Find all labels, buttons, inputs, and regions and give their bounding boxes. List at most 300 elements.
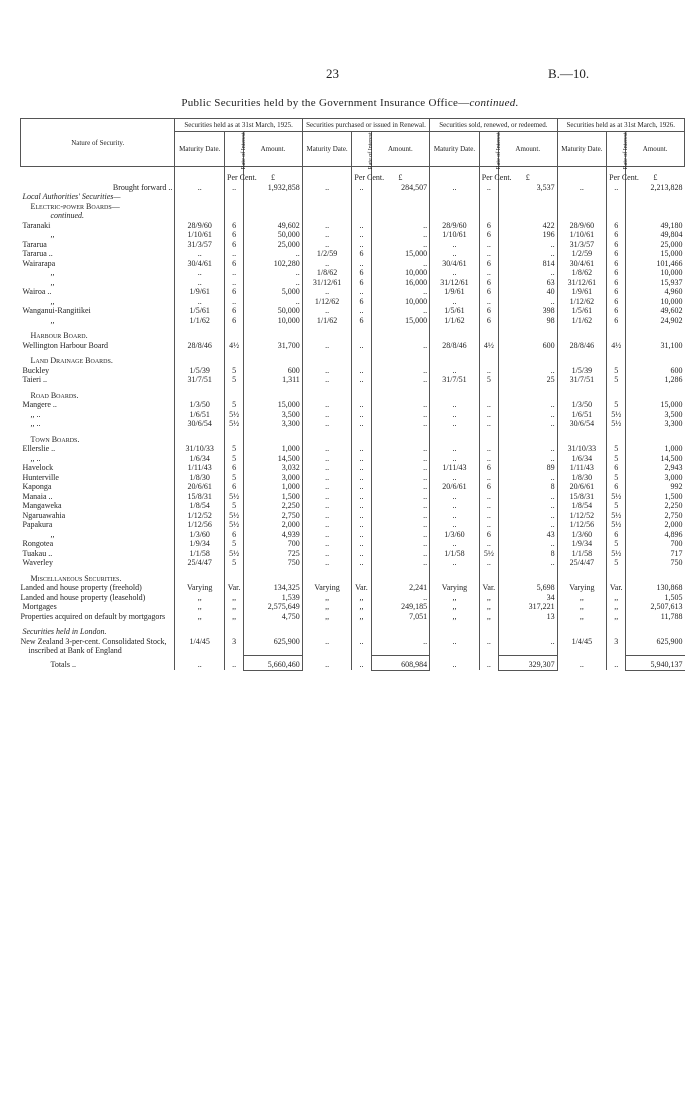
rate-cell: 5½ [607,511,626,521]
amount-cell: 24,902 [626,316,685,326]
rate-cell: .. [352,259,371,269]
header-nature: Nature of Security. [21,119,175,167]
maturity-date-cell: .. [430,637,480,656]
amount-cell: 2,750 [626,511,685,521]
security-name: Tararua [22,239,47,249]
rate-cell: 6 [479,530,498,540]
rate-cell: .. [352,530,371,540]
amount-cell: .. [371,341,430,351]
amount-cell: 14,500 [244,454,303,464]
unit-amount: £ [371,167,430,183]
table-row [21,316,685,326]
maturity-date-cell: .. [302,454,352,464]
rate-cell: .. [479,454,498,464]
empty-cell [352,202,371,212]
maturity-date-cell: .. [430,656,480,671]
amount-cell: .. [371,539,430,549]
rate-cell: 5 [225,473,244,483]
rate-cell: 5 [225,366,244,376]
amount-cell: .. [371,501,430,511]
unit-rate: Per Cent. [607,167,626,183]
table-row [21,297,685,307]
maturity-date-cell: 1/9/61 [430,287,480,297]
rate-cell: 5 [607,400,626,410]
table-row [21,410,685,420]
table-row [21,454,685,464]
empty-cell [225,202,244,212]
maturity-date-cell: .. [430,240,480,250]
amount-cell: .. [498,637,557,656]
empty-cell [557,350,607,366]
empty-cell [557,621,607,637]
table-row [21,637,685,656]
empty-cell [626,202,685,212]
maturity-date-cell: 1/5/39 [175,366,225,376]
amount-cell: 1,539 [244,593,303,603]
table-row [21,429,685,445]
table-row [21,656,685,671]
subheader-rate: Rate of Interest. [479,132,498,167]
rate-cell: 6 [607,249,626,259]
rate-cell: 5 [225,400,244,410]
maturity-date-cell: 28/8/46 [175,341,225,351]
amount-cell: 329,307 [498,656,557,671]
maturity-date-cell: .. [302,473,352,483]
unit-amount: £ [244,167,303,183]
security-name: Totals .. [50,659,76,669]
maturity-date-cell: .. [557,183,607,193]
amount-cell: .. [498,268,557,278]
amount-cell: 7,051 [371,612,430,622]
table-row [21,249,685,259]
maturity-date-cell: .. [430,366,480,376]
maturity-date-cell: .. [302,306,352,316]
security-name: Brought forward .. [112,182,173,192]
maturity-date-cell: 1/11/43 [557,463,607,473]
maturity-date-cell: 28/8/46 [557,341,607,351]
empty-cell [557,192,607,202]
maturity-date-cell: 28/9/60 [175,221,225,231]
amount-cell: 15,000 [626,400,685,410]
amount-cell: 50,000 [244,306,303,316]
table-row [21,621,685,637]
amount-cell: .. [498,539,557,549]
rate-cell: 5 [225,454,244,464]
security-name: Taieri .. [22,375,48,384]
rate-cell: .. [225,249,244,259]
maturity-date-cell: ,, [175,602,225,612]
maturity-date-cell: 31/7/51 [430,375,480,385]
empty-cell [371,568,430,584]
security-name: Kaponga [22,482,52,491]
amount-cell: 25 [498,375,557,385]
maturity-date-cell: Varying [557,583,607,593]
amount-cell: 196 [498,230,557,240]
empty-cell [626,325,685,341]
empty-cell [479,211,498,221]
empty-cell [302,325,352,341]
maturity-date-cell: 20/6/61 [557,482,607,492]
amount-cell: .. [498,520,557,530]
empty-cell [607,202,626,212]
rate-cell: 5½ [225,511,244,521]
amount-cell: 600 [626,366,685,376]
rate-cell: 5½ [607,520,626,530]
amount-cell: 992 [626,482,685,492]
page-title [0,97,700,109]
maturity-date-cell: 1/1/62 [557,316,607,326]
rate-cell: .. [479,268,498,278]
table-row [21,211,685,221]
rate-cell: 5½ [607,410,626,420]
rate-cell: 3 [607,637,626,656]
empty-cell [371,192,430,202]
rate-cell: 6 [225,316,244,326]
unit-date [430,167,480,183]
rate-cell: Var. [225,583,244,593]
maturity-date-cell: 1/5/61 [557,306,607,316]
rate-cell: .. [479,656,498,671]
maturity-date-cell: 1/8/30 [175,473,225,483]
rate-cell: .. [352,656,371,671]
security-name: Manaia .. [22,491,53,501]
rate-cell: 5 [225,539,244,549]
amount-cell: 4,960 [626,287,685,297]
rate-cell: 6 [479,230,498,240]
maturity-date-cell: 1/1/58 [175,549,225,559]
page-number: 23 [326,66,339,81]
maturity-date-cell: .. [175,297,225,307]
rate-cell: 6 [352,249,371,259]
maturity-date-cell: 1/1/62 [302,316,352,326]
maturity-date-cell: .. [557,656,607,671]
empty-cell [430,385,480,401]
rate-cell: ,, [607,602,626,612]
empty-cell [371,211,430,221]
amount-cell: 31,100 [626,341,685,351]
rate-cell: 6 [607,221,626,231]
unit-rate: Per Cent. [352,167,371,183]
security-name: Ellerslie .. [22,444,56,453]
rate-cell: 6 [479,482,498,492]
rate-cell: .. [225,268,244,278]
rate-cell: .. [352,549,371,559]
maturity-date-cell: 1/9/34 [557,539,607,549]
rate-cell: 6 [607,259,626,269]
maturity-date-cell: .. [430,419,480,429]
amount-cell: 600 [498,341,557,351]
rate-cell: .. [352,463,371,473]
maturity-date-cell: .. [302,240,352,250]
rate-cell: 5½ [479,549,498,559]
maturity-date-cell: .. [302,511,352,521]
maturity-date-cell: 1/10/61 [175,230,225,240]
rate-cell: 6 [479,287,498,297]
rate-cell: 6 [607,230,626,240]
maturity-date-cell: ,, [557,602,607,612]
maturity-date-cell: .. [175,268,225,278]
amount-cell: 15,000 [371,249,430,259]
amount-cell: .. [498,410,557,420]
amount-cell: .. [371,492,430,502]
amount-cell: .. [371,549,430,559]
security-name: Road Boards. [30,390,79,400]
empty-cell [352,429,371,445]
empty-cell [479,385,498,401]
maturity-date-cell: .. [302,366,352,376]
maturity-date-cell: 31/10/33 [175,444,225,454]
maturity-date-cell: .. [430,454,480,464]
empty-cell [479,350,498,366]
maturity-date-cell: .. [302,183,352,193]
amount-cell: .. [244,278,303,288]
rate-cell: 6 [607,463,626,473]
amount-cell: 3,500 [626,410,685,420]
maturity-date-cell: 1/4/45 [557,637,607,656]
maturity-date-cell: .. [302,463,352,473]
maturity-date-cell: 1/2/59 [302,249,352,259]
maturity-date-cell: .. [430,400,480,410]
empty-cell [244,325,303,341]
amount-cell: 15,000 [244,400,303,410]
amount-cell: 5,698 [498,583,557,593]
empty-cell [225,429,244,445]
rate-cell: .. [479,410,498,420]
maturity-date-cell: .. [430,183,480,193]
rate-cell: .. [352,183,371,193]
maturity-date-cell: ,, [302,593,352,603]
empty-cell [607,192,626,202]
maturity-date-cell: 30/6/54 [557,419,607,429]
rate-cell: .. [352,410,371,420]
maturity-date-cell: 30/4/61 [557,259,607,269]
empty-cell [479,325,498,341]
maturity-date-cell: .. [430,249,480,259]
maturity-date-cell: ,, [175,612,225,622]
table-row [21,583,685,593]
rate-cell: 5 [225,501,244,511]
amount-cell: .. [498,511,557,521]
rate-cell: 5 [607,501,626,511]
rate-cell: 6 [479,278,498,288]
maturity-date-cell: 30/6/54 [175,419,225,429]
maturity-date-cell: 31/3/57 [557,240,607,250]
amount-cell: 700 [626,539,685,549]
maturity-date-cell: 1/2/59 [557,249,607,259]
maturity-date-cell: 1/12/62 [302,297,352,307]
rate-cell: 5½ [225,419,244,429]
maturity-date-cell: 1/3/50 [557,400,607,410]
security-name: ,, [50,529,55,539]
table-row [21,558,685,568]
rate-cell: 5 [225,444,244,454]
maturity-date-cell: 1/6/34 [175,454,225,464]
table-row [21,325,685,341]
amount-cell: 625,900 [244,637,303,656]
rate-cell: 6 [225,287,244,297]
maturity-date-cell: 1/3/60 [175,530,225,540]
maturity-date-cell: 1/10/61 [430,230,480,240]
amount-cell: .. [498,558,557,568]
amount-cell: 16,000 [371,278,430,288]
table-row [21,419,685,429]
amount-cell: 750 [626,558,685,568]
amount-cell: 5,940,137 [626,656,685,671]
unit-amount: £ [626,167,685,183]
amount-cell: 34 [498,593,557,603]
maturity-date-cell: 31/3/57 [175,240,225,250]
rate-cell: .. [352,492,371,502]
maturity-date-cell: ,, [175,593,225,603]
amount-cell: 10,000 [371,297,430,307]
maturity-date-cell: 1/3/60 [557,530,607,540]
empty-cell [352,350,371,366]
amount-cell: .. [371,558,430,568]
rate-cell: 6 [225,463,244,473]
rate-cell: ,, [352,612,371,622]
security-name: Wairoa .. [22,287,52,296]
maturity-date-cell: 31/7/51 [175,375,225,385]
security-name: Havelock [22,463,54,472]
maturity-date-cell: 1/5/39 [557,366,607,376]
amount-cell: .. [371,482,430,492]
rate-cell: ,, [225,602,244,612]
rate-cell: .. [352,419,371,429]
maturity-date-cell: .. [302,259,352,269]
rate-cell: 6 [479,306,498,316]
rate-cell: .. [479,419,498,429]
subheader-maturity-date: Maturity Date. [430,132,480,167]
maturity-date-cell: .. [430,297,480,307]
maturity-date-cell: 1/11/43 [430,463,480,473]
rate-cell: 6 [607,278,626,288]
amount-cell: 50,000 [244,230,303,240]
maturity-date-cell: 1/12/52 [175,511,225,521]
table-row [21,240,685,250]
maturity-date-cell: .. [302,637,352,656]
table-row [21,400,685,410]
empty-cell [175,568,225,584]
empty-cell [557,568,607,584]
amount-cell: 63 [498,278,557,288]
empty-cell [244,385,303,401]
security-name: Waverley [22,558,53,567]
rate-cell: 6 [479,221,498,231]
maturity-date-cell: .. [430,473,480,483]
rate-cell: .. [352,366,371,376]
rate-cell: .. [479,249,498,259]
amount-cell: .. [498,419,557,429]
rate-cell: ,, [479,593,498,603]
maturity-date-cell: 1/8/54 [175,501,225,511]
amount-cell: 2,213,828 [626,183,685,193]
amount-cell: 130,868 [626,583,685,593]
table-row [21,192,685,202]
maturity-date-cell: .. [302,287,352,297]
rate-cell: .. [352,539,371,549]
maturity-date-cell: .. [302,549,352,559]
empty-cell [225,325,244,341]
rate-cell: 6 [607,530,626,540]
rate-cell: .. [352,520,371,530]
empty-cell [175,350,225,366]
amount-cell: 1,286 [626,375,685,385]
subheader-rate: Rate of Interest. [225,132,244,167]
rate-cell: .. [479,240,498,250]
maturity-date-cell: .. [430,492,480,502]
amount-cell: .. [371,419,430,429]
amount-cell: 1,311 [244,375,303,385]
empty-cell [244,350,303,366]
maturity-date-cell: .. [175,249,225,259]
maturity-date-cell: Varying [302,583,352,593]
maturity-date-cell: 1/12/62 [557,297,607,307]
table-row [21,520,685,530]
maturity-date-cell: .. [430,539,480,549]
security-name: Securities held in London. [22,627,107,636]
rate-cell: .. [479,520,498,530]
security-name: ,, [50,296,55,306]
rate-cell: ,, [352,602,371,612]
amount-cell: 4,939 [244,530,303,540]
maturity-date-cell: 20/6/61 [175,482,225,492]
table-row [21,482,685,492]
empty-cell [244,192,303,202]
rate-cell: 6 [607,306,626,316]
empty-cell [430,192,480,202]
amount-cell: 49,180 [626,221,685,231]
empty-cell [557,211,607,221]
maturity-date-cell: 31/12/61 [557,278,607,288]
rate-cell: .. [352,230,371,240]
amount-cell: 4,896 [626,530,685,540]
amount-cell: 2,943 [626,463,685,473]
maturity-date-cell: 1/9/34 [175,539,225,549]
security-name: ,, [50,268,55,277]
maturity-date-cell: 1/8/54 [557,501,607,511]
empty-cell [244,211,303,221]
amount-cell: .. [498,444,557,454]
rate-cell: Var. [607,583,626,593]
table-row [21,539,685,549]
table-row [21,530,685,540]
empty-cell [479,429,498,445]
empty-cell [302,211,352,221]
maturity-date-cell: .. [430,558,480,568]
amount-cell: 3,500 [244,410,303,420]
rate-cell: .. [479,492,498,502]
maturity-date-cell: 1/1/62 [430,316,480,326]
empty-cell [175,621,225,637]
maturity-date-cell: ,, [557,612,607,622]
rate-cell: .. [479,183,498,193]
amount-cell: .. [498,240,557,250]
security-name: ,, .. [30,419,41,428]
maturity-date-cell: .. [302,341,352,351]
rate-cell: 5½ [607,549,626,559]
table-row [21,306,685,316]
amount-cell: .. [371,463,430,473]
amount-cell: .. [371,375,430,385]
maturity-date-cell: 1/8/30 [557,473,607,483]
amount-cell: .. [371,230,430,240]
rate-cell: 6 [225,482,244,492]
table-row [21,511,685,521]
rate-cell: 5 [607,454,626,464]
rate-cell: 4½ [479,341,498,351]
amount-cell: .. [371,637,430,656]
table-row [21,385,685,401]
